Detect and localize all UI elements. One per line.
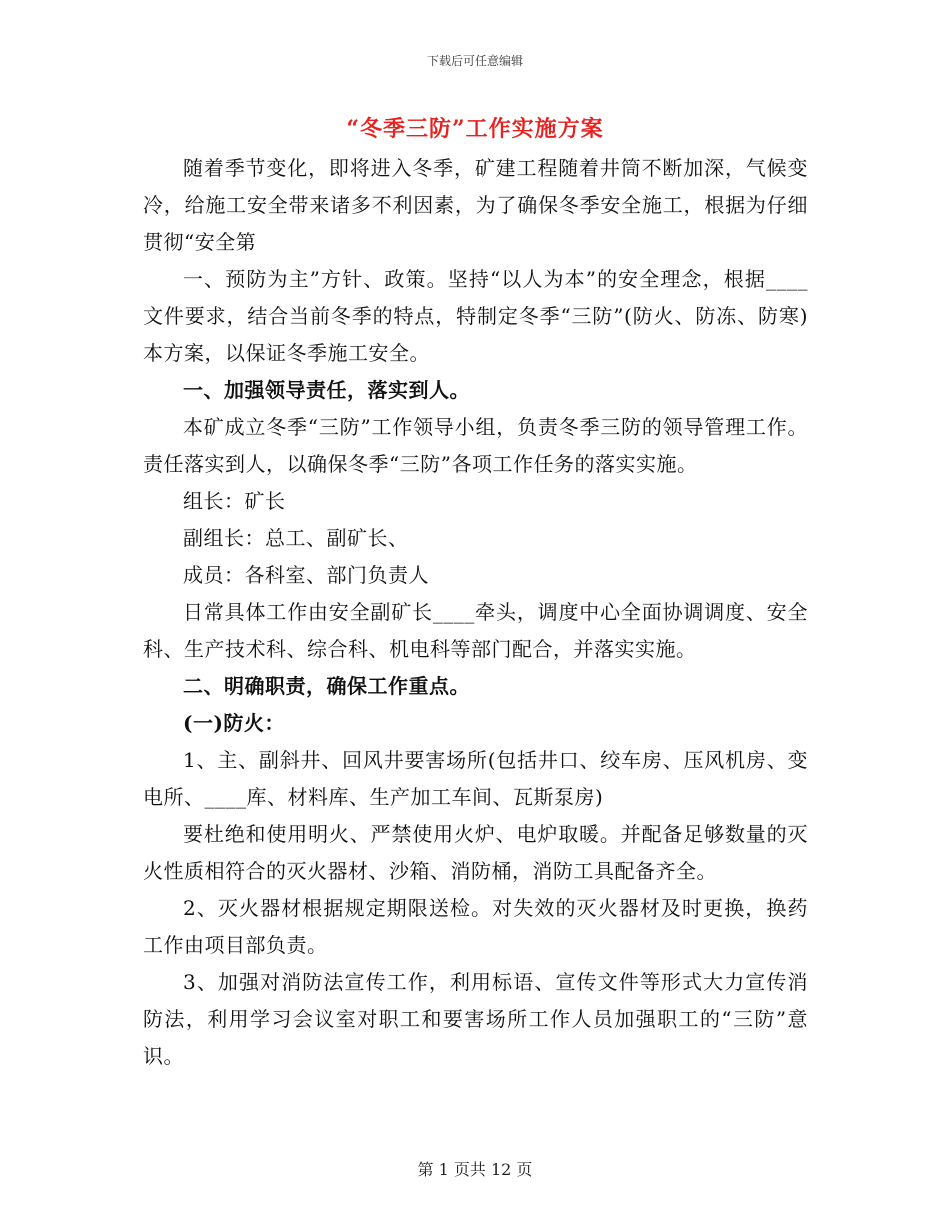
page-header: 下载后可任意编辑 [426,54,523,68]
paragraph-intro: 随着季节变化，即将进入冬季，矿建工程随着井筒不断加深，气候变冷，给施工安全带来诸多不利因素，为了确保冬季安全施工，根据为仔细贯彻“安全第 [143,156,808,254]
paragraph-leadership-group: 本矿成立冬季“三防”工作领导小组，负责冬季三防的领导管理工作。责任落实到人，以确保冬季“三防”各项工作任务的落实实施。 [143,415,808,476]
paragraph-item-1-detail: 要杜绝和使用明火、严禁使用火炉、电炉取暖。并配备足够数量的灭火性质相符合的灭火器材、沙箱、消防桶，消防工具配备齐全。 [143,822,808,883]
paragraph-item-3: 3、加强对消防法宣传工作，利用标语、宣传文件等形式大力宣传消防法，利用学习会议室对职工和要害场所工作人员加强职工的“三防”意识。 [143,970,808,1068]
paragraph-daily-work: 日常具体工作由安全副矿长____牵头，调度中心全面协调调度、安全科、生产技术科、综合科、机电科等部门配合，并落实实施。 [143,600,808,661]
subsection-heading-fire: (一)防火： [183,711,285,735]
document-body [143,150,808,1075]
section-heading-leadership: 一、加强领导责任，落实到人。 [183,378,470,402]
paragraph-deputy-leader: 副组长：总工、副矿长、 [183,526,409,550]
paragraph-members: 成员：各科室、部门负责人 [183,563,429,587]
paragraph-item-2: 2、灭火器材根据规定期限送检。对失效的灭火器材及时更换，换药工作由项目部负责。 [143,896,808,957]
paragraph-policy: 一、预防为主”方针、政策。坚持“以人为本”的安全理念，根据____文件要求，结合当前冬季的特点，特制定冬季“三防”(防火、防冻、防寒)本方案，以保证冬季施工安全。 [143,267,808,365]
page-footer: 第 1 页共 12 页 [417,1160,533,1179]
section-heading-duties: 二、明确职责，确保工作重点。 [183,674,470,698]
document-title: “冬季三防”工作实施方案 [346,116,604,142]
paragraph-item-1: 1、主、副斜井、回风井要害场所(包括井口、绞车房、压风机房、变电所、____库、材料库、生产加工车间、瓦斯泵房) [143,748,808,809]
paragraph-group-leader: 组长：矿长 [183,489,286,513]
